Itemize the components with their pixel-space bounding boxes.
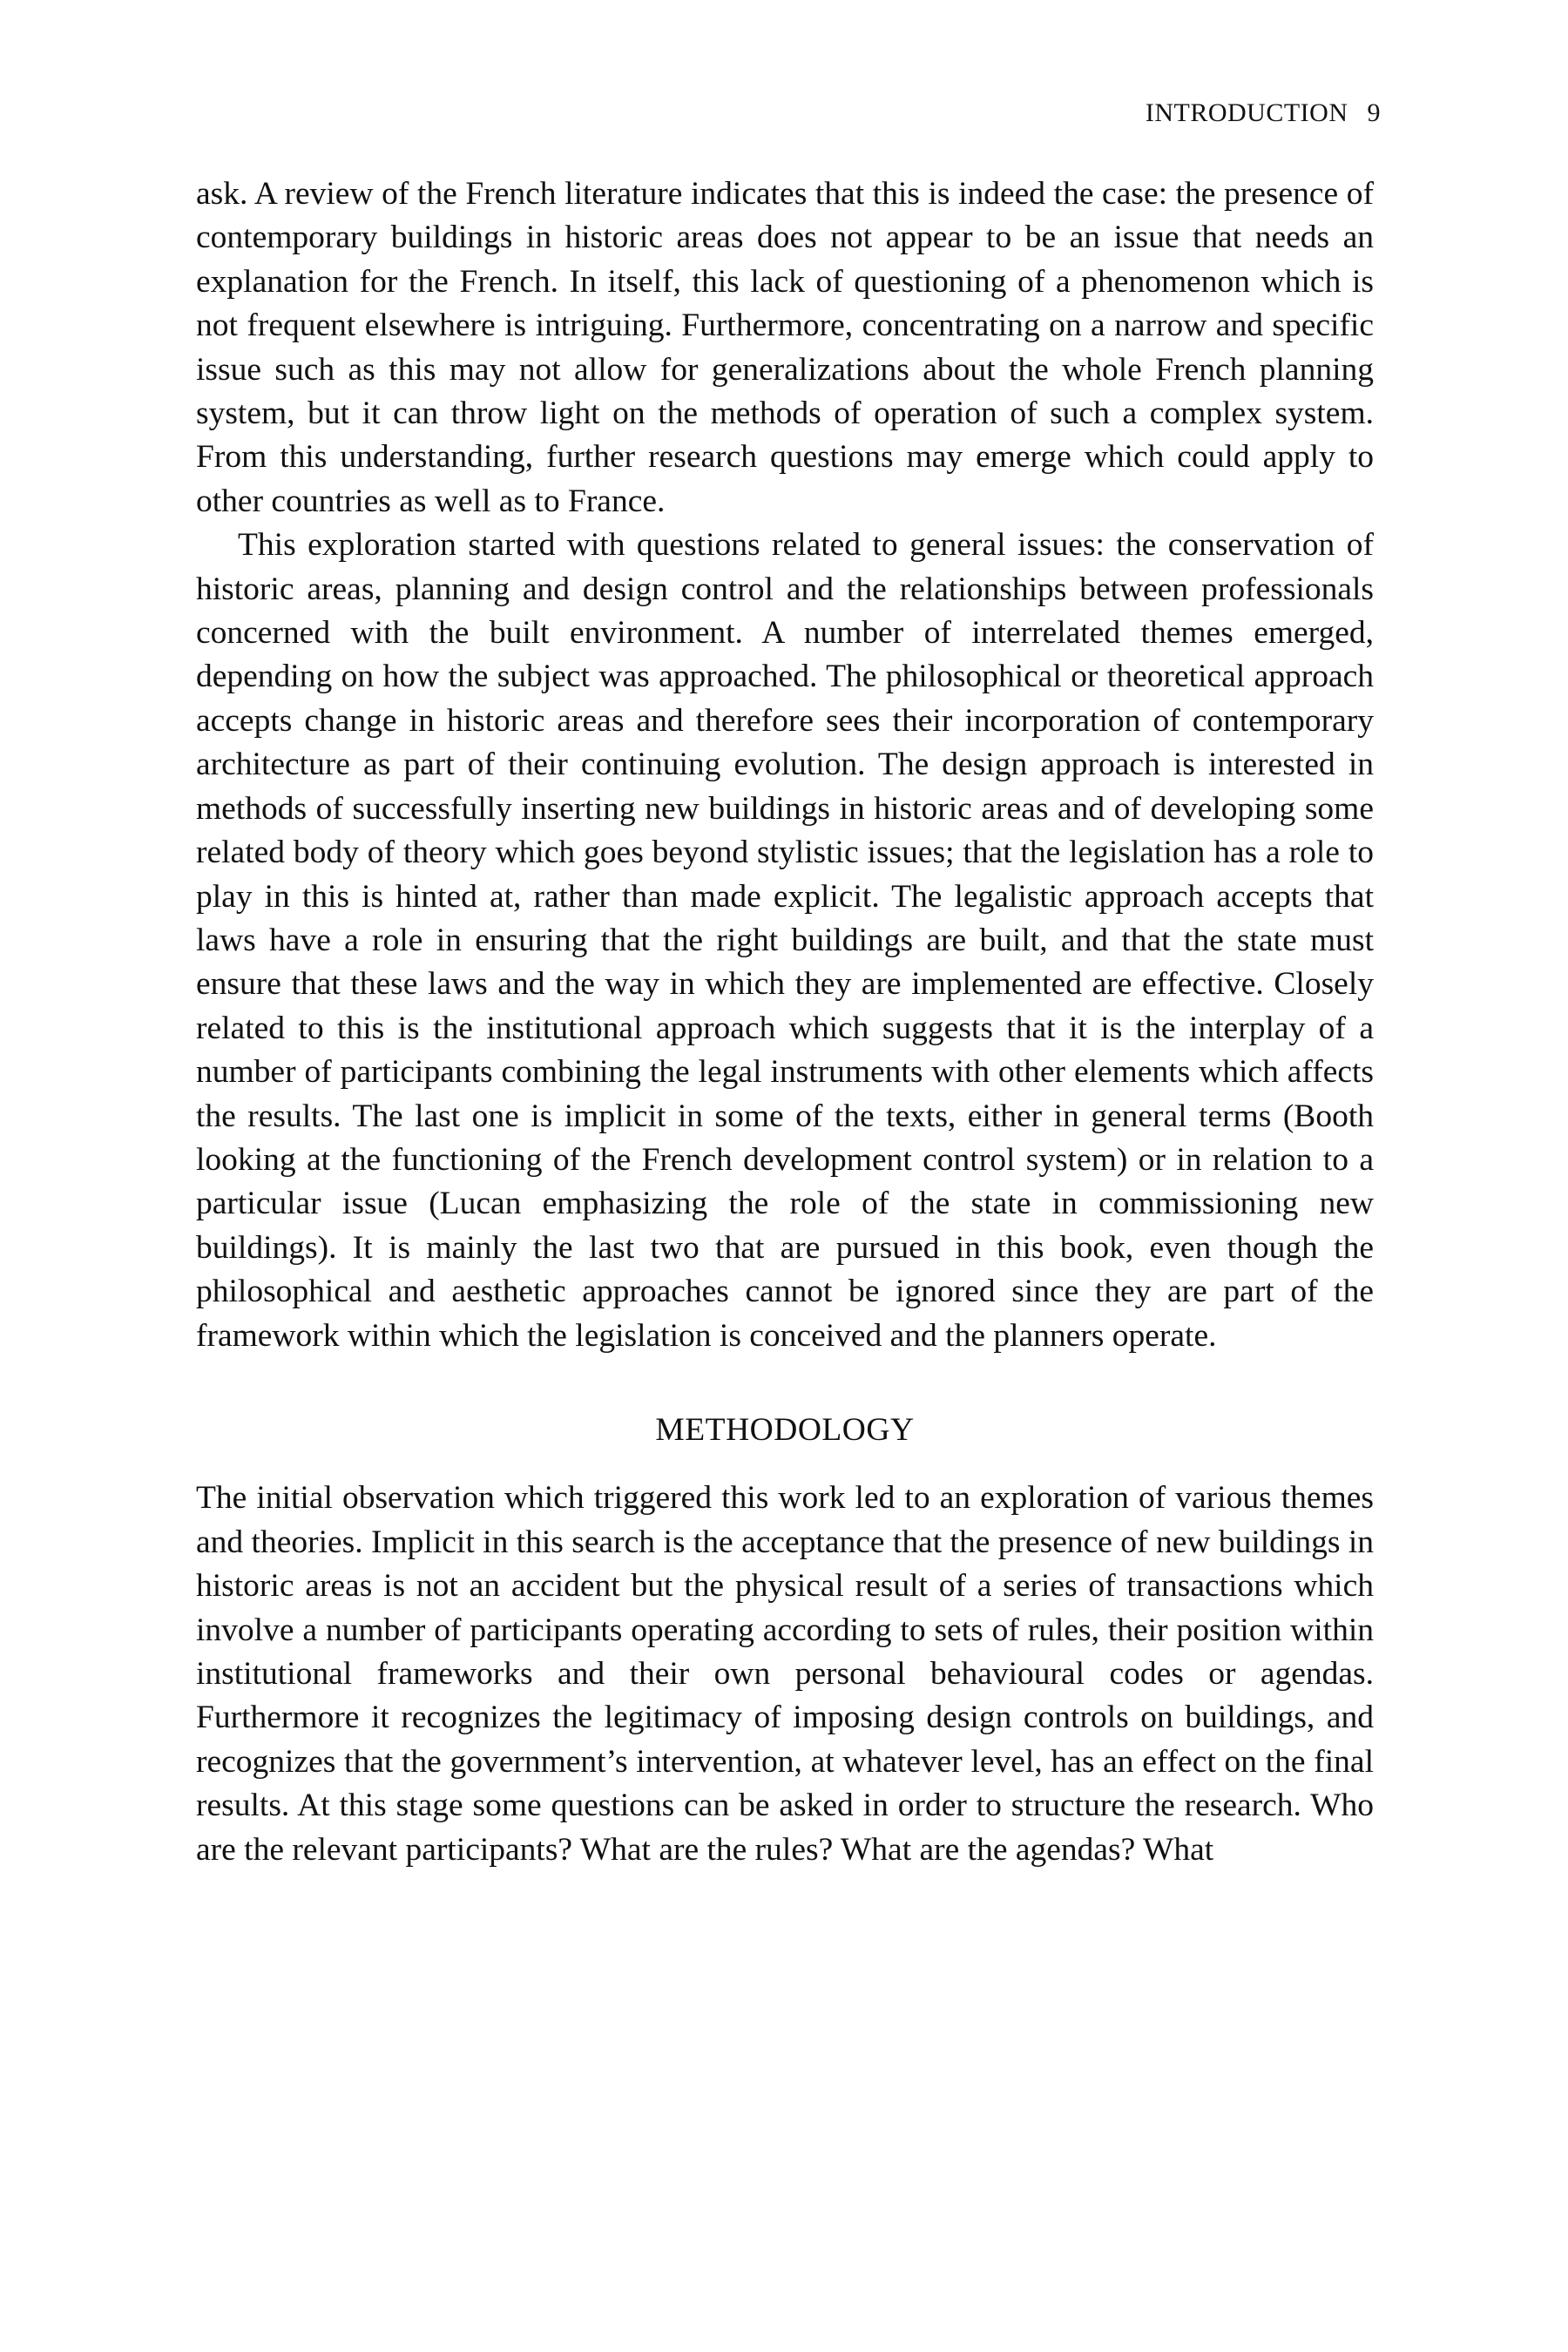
paragraph-continuation: ask. A review of the French literature indicates that this is indeed the case: the presence of contemporary buildings in historic areas does not appear to be an issue that needs an explanation for the French. In itself, this lack of questioning of a phenomenon which is not frequent elsewhere is intriguing. Furthermore, concentrating on a narrow and specific issue such as this may not allow for generalizations about the whole French planning system, but it can throw light on the methods of operation of such a complex system. From this understanding, further research questions may emerge which could apply to other countries as well as to France. [196, 176, 1374, 519]
section-heading-methodology: METHODOLOGY [655, 1411, 915, 1448]
running-head [1146, 96, 1381, 131]
paragraph-methodology: The initial observation which triggered this work led to an exploration of various themes and theories. Implicit in this search is the acceptance that the presence of new buildings in historic areas is not an accident but the physical result of a series of transactions which involve a number of participants operating according to sets of rules, their position within institutional frameworks and their own personal behavioural codes or agendas. Furthermore it recognizes the legitimacy of imposing design controls on buildings, and recognizes that the government’s intervention, at whatever level, has an effect on the final results. At this stage some questions can be asked in order to structure the research. Who are the relevant participants? What are the rules? What are the agendas? What [196, 1480, 1374, 1868]
page-number: 9 [1367, 98, 1381, 127]
running-head-title: INTRODUCTION [1145, 98, 1348, 127]
body-text [196, 172, 1374, 1872]
paragraph-approaches: This exploration started with questions related to general issues: the conservation of historic areas, planning and design control and the relationships between professionals concerned with the built environment. A number of interrelated themes emerged, depending on how the subject was approached. The philosophical or theoretical approach accepts change in historic areas and therefore sees their incorporation of contemporary architecture as part of their continuing evolution. The design approach is interested in methods of successfully inserting new buildings in historic areas and of developing some related body of theory which goes beyond stylistic issues; that the legislation has a role to play in this is hinted at, rather than made explicit. The legalistic approach accepts that laws have a role in ensuring that the right buildings are built, and that the state must ensure that these laws and the way in which they are implemented are effective. Closely related to this is the institutional approach which suggests that it is the interplay of a number of participants combining the legal instruments with other elements which affects the results. The last one is implicit in some of the texts, either in general terms (Booth looking at the functioning of the French development control system) or in relation to a particular issue (Lucan emphasizing the role of the state in commissioning new buildings). It is mainly the last two that are pursued in this book, even though the philosophical and aesthetic approaches cannot be ignored since they are part of the framework within which the legislation is conceived and the planners operate. [196, 527, 1374, 1354]
